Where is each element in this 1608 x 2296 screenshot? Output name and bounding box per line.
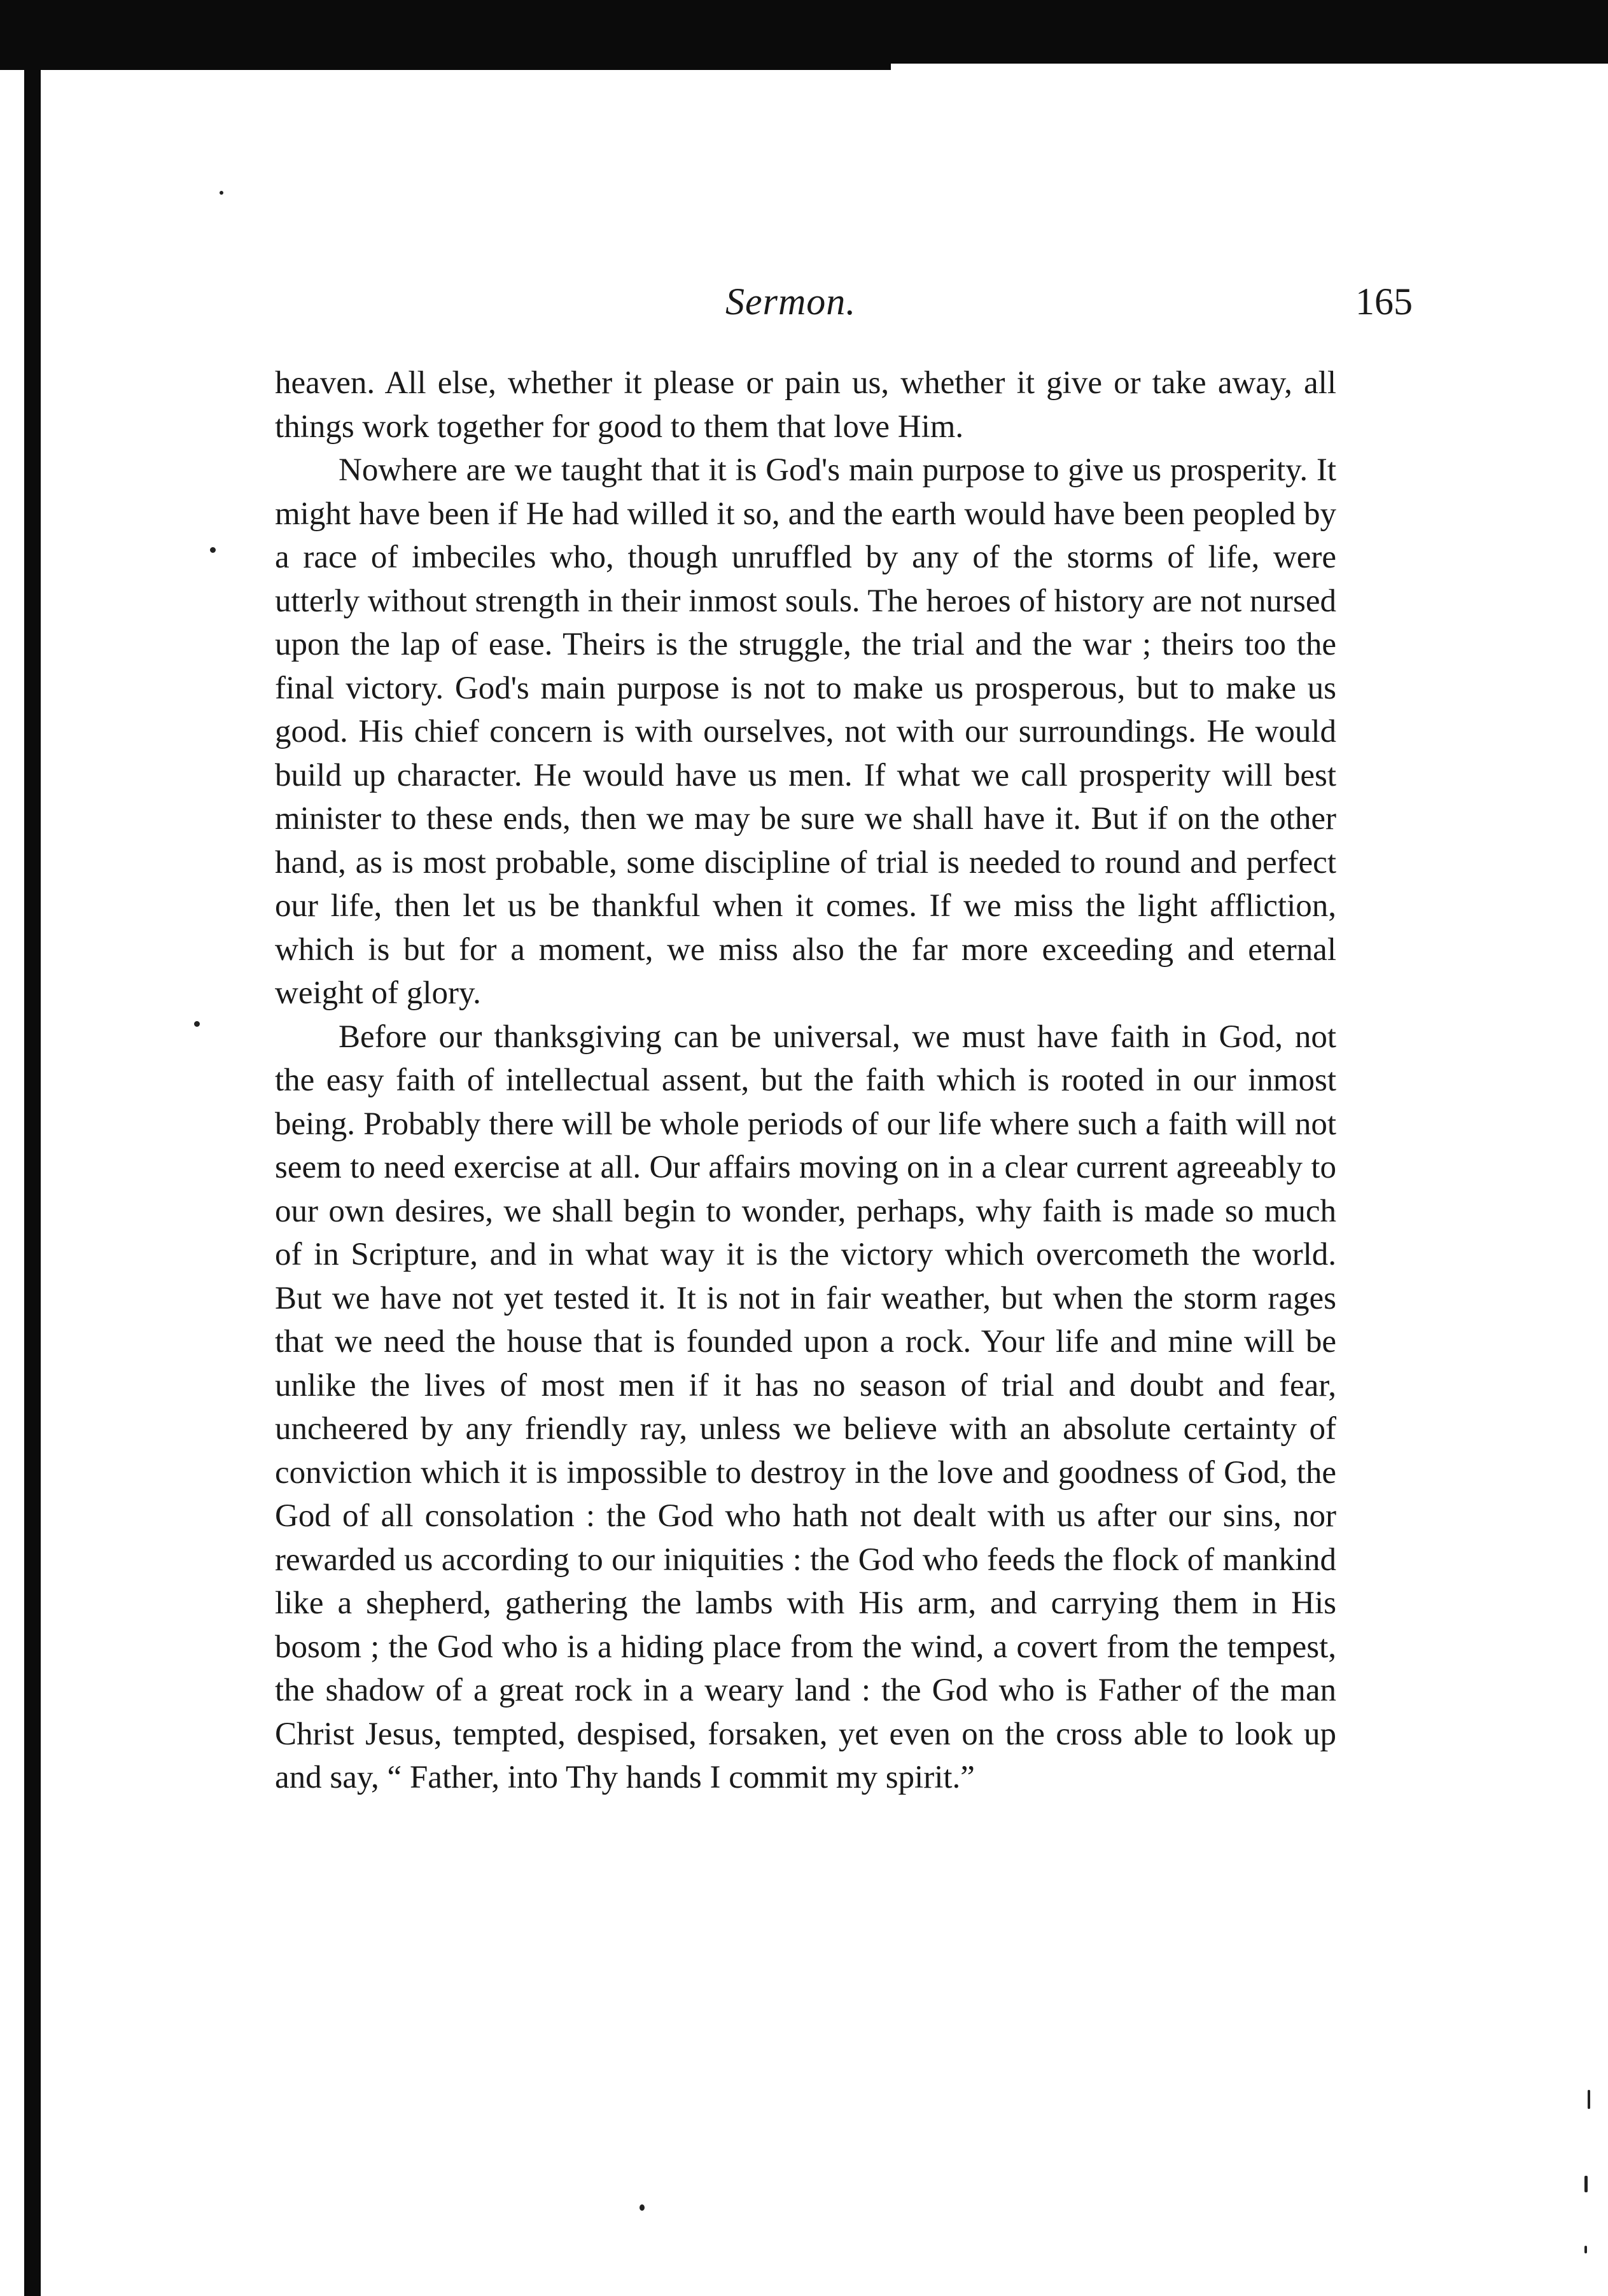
scan-speck (194, 1021, 200, 1027)
scan-speck (1584, 2176, 1588, 2192)
paragraph: heaven. All else, whether it please or pain us, whether it give or take away, all things work together for good to them that love Him. (275, 365, 1336, 445)
scan-speck (1584, 2246, 1587, 2253)
scan-speck (220, 191, 223, 195)
running-head: Sermon. (725, 281, 856, 323)
page-number: 165 (1355, 281, 1413, 323)
scan-speck (210, 547, 216, 553)
scan-left-border (24, 38, 41, 2296)
paragraph: Before our thanksgiving can be universal, we must have faith in God, not the easy faith of intellectual assent, but the faith which is rooted in our inmost being. Probably there will be whole periods of our life where such a faith will not seem to need exercise at all. Our affairs moving on in a clear current agreeably to our own desires, we shall begin to wonder, perhaps, why faith is made so much of in Scripture, and in what way it is the victory which overcometh the world. But we have not yet tested it. It is not in fair weather, but when the storm rages that we need the house that is founded upon a rock. Your life and mine will be unlike the lives of most men if it has no season of trial and doubt and fear, uncheered by any friendly ray, unless we believe with an absolute certainty of conviction which it is impossible to destroy in the love and goodness of God, the God of all consolation : the God who hath not dealt with us after our sins, nor rewarded us according to our iniquities : the God who feeds the flock of mankind like a shepherd, gathering the lambs with His arm, and carrying them in His bosom ; the God who is a hiding place from the wind, a covert from the tempest, the shadow of a great rock in a weary land : the God who is Father of the man Christ Jesus, tempted, despised, forsaken, yet even on the cross able to look up and say, “ Father, into Thy hands I commit my spirit.” (275, 1019, 1336, 1795)
paragraph: Nowhere are we taught that it is God's main purpose to give us prosperity. It might have been if He had willed it so, and the earth would have been peopled by a race of imbeciles who, though unruffled by any of the storms of life, were utterly without strength in their inmost souls. The heroes of history are not nursed upon the lap of ease. Theirs is the struggle, the trial and the war ; theirs too the final victory. God's main purpose is not to make us prosperous, but to make us good. His chief concern is with ourselves, not with our surroundings. He would build up character. He would have us men. If what we call prosperity will best minister to these ends, then we may be sure we shall have it. But if on the other hand, as is most probable, some discipline of trial is needed to round and perfect our life, then let us be thankful when it comes. If we miss the light affliction, which is but for a moment, we miss also the far more exceeding and eternal weight of glory. (275, 452, 1336, 1011)
body-text (275, 361, 1336, 1800)
scan-speck (1588, 2090, 1590, 2109)
scan-top-border-edge (0, 61, 891, 70)
page-header (267, 280, 1413, 337)
scan-top-border (0, 0, 1608, 64)
scan-speck (640, 2204, 645, 2211)
